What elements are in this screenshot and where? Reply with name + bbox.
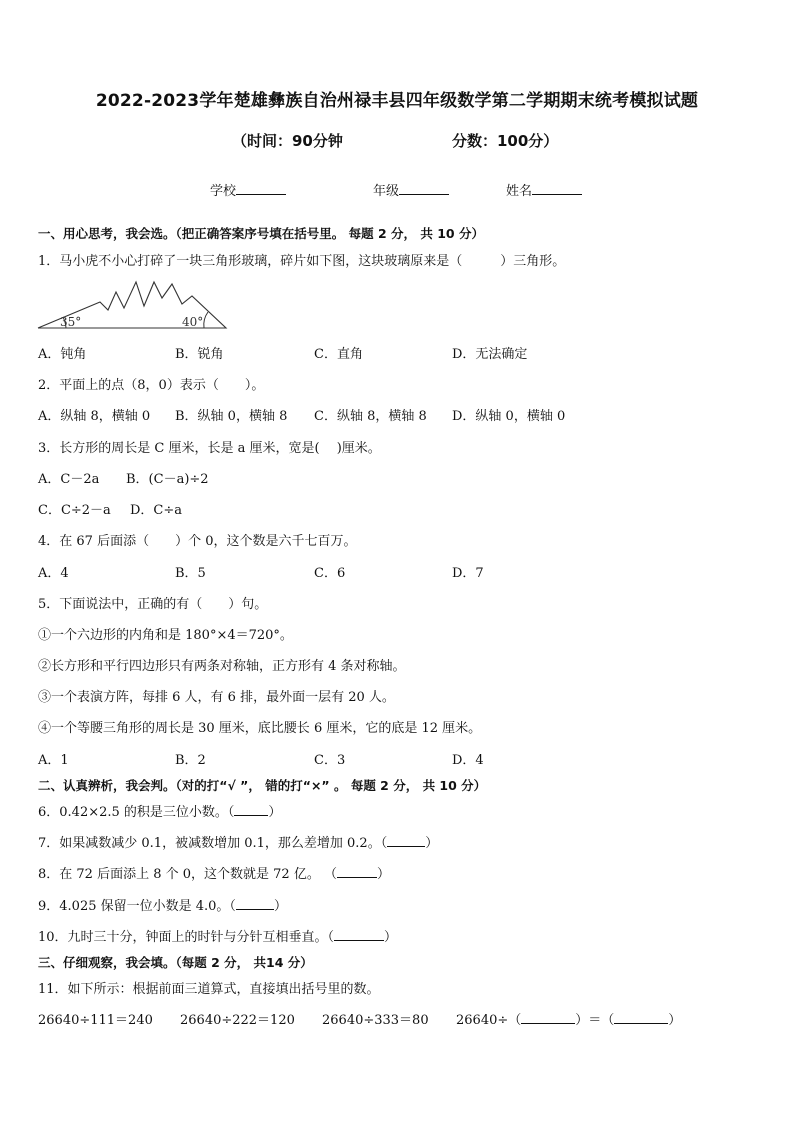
school-blank[interactable] xyxy=(236,182,286,195)
q11-equation-4 xyxy=(456,1009,681,1028)
section3-heading: 三、仔细观察，我会填。（每题 2 分， 共14 分） xyxy=(38,955,313,970)
q5-item-4: ④一个等腰三角形的周长是 30 厘米，底比腰长 6 厘米，它的底是 12 厘米。 xyxy=(38,721,482,736)
q10-text: 10．九时三十分，钟面上的时针与分针互相垂直。（ xyxy=(38,930,335,945)
grade-label: 年级 xyxy=(373,184,400,199)
broken-glass-figure xyxy=(36,276,228,332)
q4-option-d[interactable]: D．7 xyxy=(452,566,484,581)
q11-eq4-part-a: 26640÷（ xyxy=(456,1013,522,1028)
q5-stem: 5．下面说法中，正确的有（ ）句。 xyxy=(38,597,268,612)
q6-text: 6．0.42×2.5 的积是三位小数。（ xyxy=(38,805,235,820)
q5-option-b[interactable]: B．2 xyxy=(175,753,206,768)
q11-equation-3: 26640÷333＝80 xyxy=(322,1013,429,1028)
q4-option-a[interactable]: A．4 xyxy=(38,566,69,581)
q5-option-a[interactable]: A．1 xyxy=(38,753,69,768)
q6-close: ） xyxy=(268,805,282,820)
q3-stem: 3．长方形的周长是 C 厘米，长是 a 厘米，宽是( )厘米。 xyxy=(38,441,381,456)
section1-heading: 一、用心思考，我会选。（把正确答案序号填在括号里。 每题 2 分， 共 10 分） xyxy=(38,226,484,241)
q9-answer-blank[interactable] xyxy=(236,897,274,910)
q2-option-d[interactable]: D．纵轴 0，横轴 0 xyxy=(452,409,566,424)
exam-time: （时间：90分钟 xyxy=(232,132,343,150)
school-label: 学校 xyxy=(210,184,237,199)
q1-option-d[interactable]: D．无法确定 xyxy=(452,347,528,362)
page-title: 2022-2023学年楚雄彝族自治州禄丰县四年级数学第二学期期末统考模拟试题 xyxy=(95,91,699,111)
name-field[interactable] xyxy=(506,180,582,199)
q1-stem-b: ）三角形。 xyxy=(500,254,566,269)
q5-item-1: ①一个六边形的内角和是 180°×4＝720°。 xyxy=(38,628,293,643)
q5-item-2: ②长方形和平行四边形只有两条对称轴，正方形有 4 条对称轴。 xyxy=(38,659,406,674)
q1-option-b[interactable]: B．锐角 xyxy=(175,347,224,362)
q2-option-b[interactable]: B．纵轴 0，横轴 8 xyxy=(175,409,288,424)
q5-item-3: ③一个表演方阵，每排 6 人，有 6 排，最外面一层有 20 人。 xyxy=(38,690,395,705)
q8-text: 8．在 72 后面添上 8 个 0，这个数就是 72 亿。 （ xyxy=(38,867,337,882)
name-label: 姓名 xyxy=(506,184,533,199)
q1-option-a[interactable]: A．钝角 xyxy=(38,347,87,362)
q4-option-b[interactable]: B．5 xyxy=(175,566,206,581)
q8-close: ） xyxy=(376,867,390,882)
q2-stem: 2．平面上的点（8，0）表示（ ）。 xyxy=(38,378,265,393)
q3-option-a[interactable]: A．C－2a xyxy=(38,472,100,487)
q3-option-d[interactable]: D．C÷a xyxy=(130,503,183,518)
school-field[interactable] xyxy=(210,180,286,199)
q7 xyxy=(38,832,438,851)
q1-option-c[interactable]: C．直角 xyxy=(314,347,363,362)
q1-stem xyxy=(38,250,565,269)
q10-answer-blank[interactable] xyxy=(334,928,384,941)
q9-text: 9．4.025 保留一位小数是 4.0。（ xyxy=(38,899,236,914)
exam-score: 分数：100分） xyxy=(452,132,559,150)
q10 xyxy=(38,926,397,945)
angle-label-left: 35° xyxy=(60,315,82,329)
q11-quotient-blank[interactable] xyxy=(614,1011,668,1024)
q9 xyxy=(38,895,287,914)
angle-arc-right xyxy=(204,312,208,328)
q11-equation-1: 26640÷111＝240 xyxy=(38,1013,153,1028)
q1-stem-a: 1．马小虎不小心打碎了一块三角形玻璃，碎片如下图，这块玻璃原来是（ xyxy=(38,254,463,269)
grade-blank[interactable] xyxy=(399,182,449,195)
q6-answer-blank[interactable] xyxy=(234,803,268,816)
grade-field[interactable] xyxy=(373,180,449,199)
q7-text: 7．如果减数减少 0.1，被减数增加 0.1，那么差增加 0.2。（ xyxy=(38,836,388,851)
q7-close: ） xyxy=(425,836,439,851)
q5-option-d[interactable]: D．4 xyxy=(452,753,484,768)
q8 xyxy=(38,863,390,882)
q2-option-c[interactable]: C．纵轴 8，横轴 8 xyxy=(314,409,427,424)
q11-eq4-part-c: ） xyxy=(668,1013,682,1028)
q5-option-c[interactable]: C．3 xyxy=(314,753,346,768)
q11-equation-2: 26640÷222＝120 xyxy=(180,1013,295,1028)
section2-heading: 二、认真辨析，我会判。（对的打“√ ”， 错的打“×” 。 每题 2 分， 共 10 分） xyxy=(38,778,487,793)
q9-close: ） xyxy=(273,899,287,914)
q4-option-c[interactable]: C．6 xyxy=(314,566,346,581)
q10-close: ） xyxy=(384,930,398,945)
name-blank[interactable] xyxy=(532,182,582,195)
q4-stem: 4．在 67 后面添（ ）个 0，这个数是六千七百万。 xyxy=(38,534,357,549)
q11-divisor-blank[interactable] xyxy=(521,1011,575,1024)
q6 xyxy=(38,801,281,820)
q3-option-c[interactable]: C．C÷2－a xyxy=(38,503,111,518)
q3-option-b[interactable]: B．(C－a)÷2 xyxy=(126,472,209,487)
q7-answer-blank[interactable] xyxy=(387,834,425,847)
q2-option-a[interactable]: A．纵轴 8，横轴 0 xyxy=(38,409,151,424)
angle-label-right: 40° xyxy=(182,315,204,329)
q11-eq4-part-b: ）＝（ xyxy=(575,1013,615,1028)
q11-stem: 11．如下所示：根据前面三道算式，直接填出括号里的数。 xyxy=(38,982,380,997)
q8-answer-blank[interactable] xyxy=(337,865,377,878)
